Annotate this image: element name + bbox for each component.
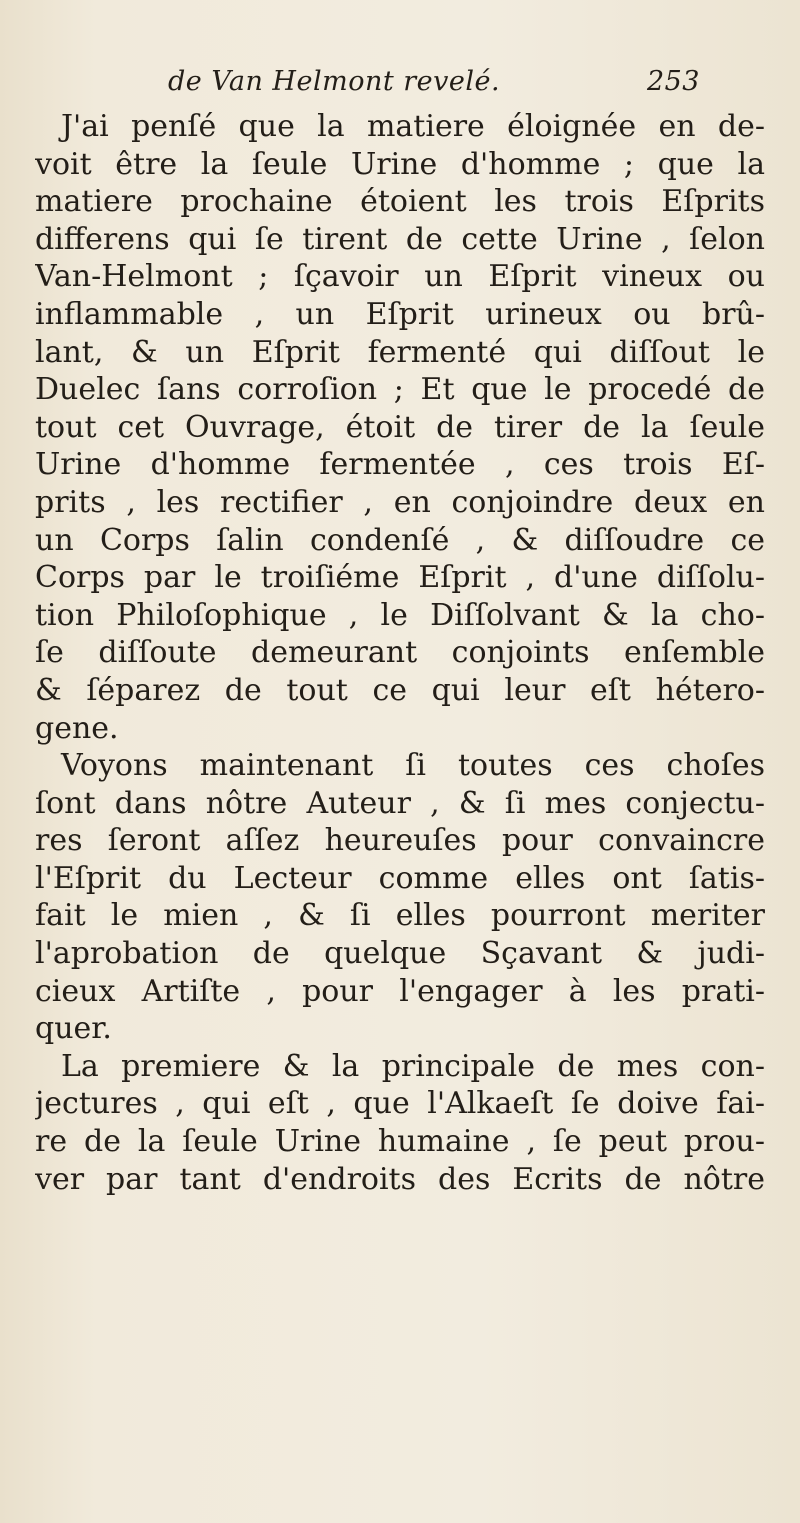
text-line: La premiere & la principale de mes con- [61, 1048, 765, 1084]
text-line: Duelec ſans corroſion ; Et que le procedé de [35, 372, 765, 408]
text-line: fait le mien , & ſi elles pourront meriter [35, 898, 765, 934]
body-text [35, 108, 765, 1198]
text-line: ſe diſſoute demeurant conjoints enſemble [35, 635, 765, 671]
text-line: res ſeront aſſez heureuſes pour convaincre [35, 823, 765, 859]
text-line: prits , les rectifier , en conjoindre deux en [35, 484, 765, 520]
text-line: l'Eſprit du Lecteur comme elles ont ſatis- [35, 860, 765, 896]
text-line: ver par tant d'endroits des Ecrits de nôtre [35, 1161, 765, 1197]
text-line: Van-Helmont ; ſçavoir un Eſprit vineux ou [35, 259, 765, 295]
text-line: un Corps ſalin condenſé , & diſſoudre ce [35, 522, 765, 558]
text-line: differens qui ſe tirent de cette Urine , ſelon [35, 221, 765, 257]
running-header [168, 66, 700, 104]
text-line: inflammable , un Eſprit urineux ou brû- [35, 296, 765, 332]
running-title: de Van Helmont revelé. [168, 66, 501, 97]
text-line: l'aprobation de quelque Sçavant & judi- [35, 936, 765, 972]
text-line: jectures , qui eſt , que l'Alkaeſt ſe doive fai- [35, 1086, 765, 1122]
text-line: matiere prochaine étoient les trois Eſprits [35, 184, 765, 220]
text-line: gene. [35, 710, 119, 746]
text-line: voit être la ſeule Urine d'homme ; que la [35, 146, 765, 182]
text-line: Urine d'homme fermentée , ces trois Eſ- [35, 447, 765, 483]
text-line: cieux Artiſte , pour l'engager à les prati- [35, 973, 765, 1009]
text-line: Voyons maintenant ſi toutes ces choſes [61, 748, 765, 784]
page-number: 253 [646, 66, 700, 97]
text-line: tion Philoſophique , le Diſſolvant & la cho- [35, 597, 765, 633]
text-line: lant, & un Eſprit fermenté qui diſſout le [35, 334, 765, 370]
text-line: ſont dans nôtre Auteur , & ſi mes conjectu- [35, 785, 765, 821]
text-line: & ſéparez de tout ce qui leur eſt hétero- [35, 672, 765, 708]
text-line: J'ai penſé que la matiere éloignée en de- [61, 109, 765, 144]
text-line: Corps par le troiſiéme Eſprit , d'une diſſolu- [35, 560, 765, 596]
text-line: re de la ſeule Urine humaine , ſe peut prou- [35, 1124, 765, 1160]
text-line: tout cet Ouvrage, étoit de tirer de la ſeule [35, 409, 765, 445]
text-line: quer. [35, 1011, 112, 1047]
